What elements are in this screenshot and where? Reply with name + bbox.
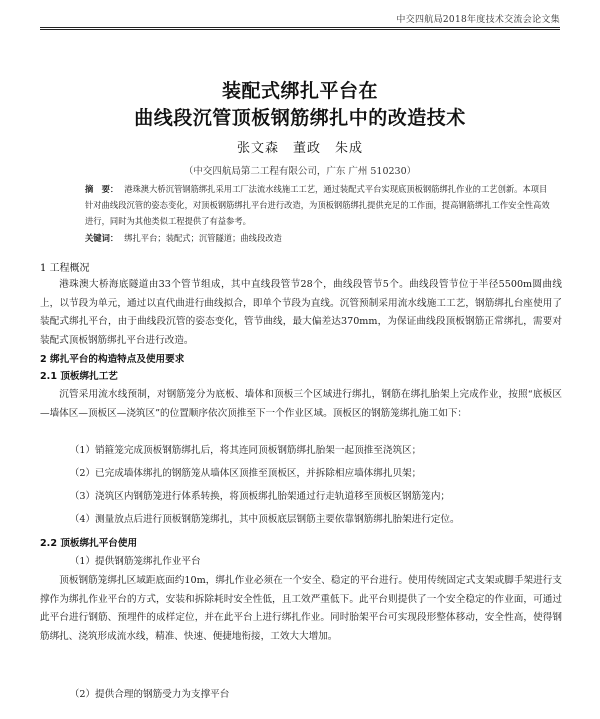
header-rule (40, 27, 560, 30)
running-header: 中交四航局2018年度技术交流会论文集 (396, 15, 560, 25)
list-item: （1）销箍笼完成顶板钢筋绑扎后，将其连同顶板钢筋绑扎胎架一起顶推至浇筑区； (69, 445, 422, 456)
section-2-1-heading: 2.1 顶板绑扎工艺 (40, 371, 118, 382)
list-item: （1）提供钢筋笼绑扎作业平台 (69, 556, 201, 567)
keywords-text: 绑扎平台；装配式；沉管隧道；曲线段改造 (124, 233, 282, 243)
section-2-heading: 2 绑扎平台的构造特点及使用要求 (40, 354, 185, 365)
section-1-heading: 1 工程概况 (40, 263, 90, 274)
list-item: （4）测量放点后进行顶板钢筋笼绑扎，其中顶板底层钢筋主要依靠钢筋绑扎胎架进行定位。 (69, 514, 460, 525)
abstract-label: 摘 要： (85, 184, 119, 194)
paper-title-line2: 曲线段沉管顶板钢筋绑扎中的改造技术 (134, 107, 466, 129)
list-item: （2）已完成墙体绑扎的钢筋笼从墙体区顶推至顶板区，并拆除相应墙体绑扎贝架； (69, 468, 422, 479)
list-item: （2）提供合理的钢筋受力为支撑平台 (69, 689, 230, 700)
keywords (85, 230, 551, 246)
authors: 张文森 董政 朱成 (236, 141, 363, 156)
section-2-1-paragraph: 沉管采用流水线预制，对钢筋笼分为底板、墙体和顶板三个区域进行绑扎，钢筋在绑扎胎架上完成作业，按照“底板区—墙体区—顶板区—浇筑区”的位置顺序依次顶推至下一个作业区域。顶板区的钢筋笼绑扎施工如下： (40, 389, 562, 419)
section-1-paragraph: 港珠澳大桥海底隧道由33个管节组成，其中直线段管节28个，曲线段管节5个。曲线段管节位于半径5500m圆曲线上，以节段为单元，通过以直代曲进行曲线拟合，即单个节段为直线。沉管预制采用流水线施工工艺，钢筋绑扎台座使用了装配式绑扎平台，由于曲线段沉管的姿态变化，管节曲线，最大偏差达370mm，为保证曲线段顶板钢筋正常绑扎，需要对装配式顶板钢筋绑扎平台进行改造。 (40, 279, 562, 346)
paper-title-line1: 装配式绑扎平台在 (221, 80, 378, 102)
abstract (85, 181, 551, 229)
keywords-label: 关键词： (85, 233, 119, 243)
affiliation: （中交四航局第二工程有限公司，广东 广州 510230） (183, 166, 417, 177)
abstract-text: 港珠澳大桥沉管钢筋绑扎采用工厂法流水线施工工艺，通过装配式平台实现底顶板钢筋绑扎作业的工艺创新。本项目针对曲线段沉管的姿态变化，对顶板钢筋绑扎平台进行改造，为顶板钢筋绑扎提供充足的工作面，提高钢筋绑扎工作安全性高效进行，同时为其他类似工程提供了有益参考。 (85, 184, 550, 226)
section-2-2-heading: 2.2 顶板绑扎平台使用 (40, 538, 138, 549)
section-2-2-paragraph: 顶板钢筋笼绑扎区域距底面约10m，绑扎作业必须在一个安全、稳定的平台进行。使用传统固定式支架或脚手架进行支撑作为绑扎作业平台的方式，安装和拆除耗时安全性低，且工效严重低下。此平台则提供了一个安全稳定的作业面，可通过此平台进行钢筋、预埋件的成样定位，并在此平台上进行绑扎作业。同时胎架平台可实现段形整体移动，安全性高，使得钢筋绑扎、浇筑形成流水线，精准、快速、便捷地衔接，工效大大增加。 (40, 575, 562, 642)
list-item: （3）浇筑区内钢筋笼进行体系转换，将顶板绑扎胎架通过行走轨道移至顶板区钢筋笼内； (69, 491, 451, 502)
